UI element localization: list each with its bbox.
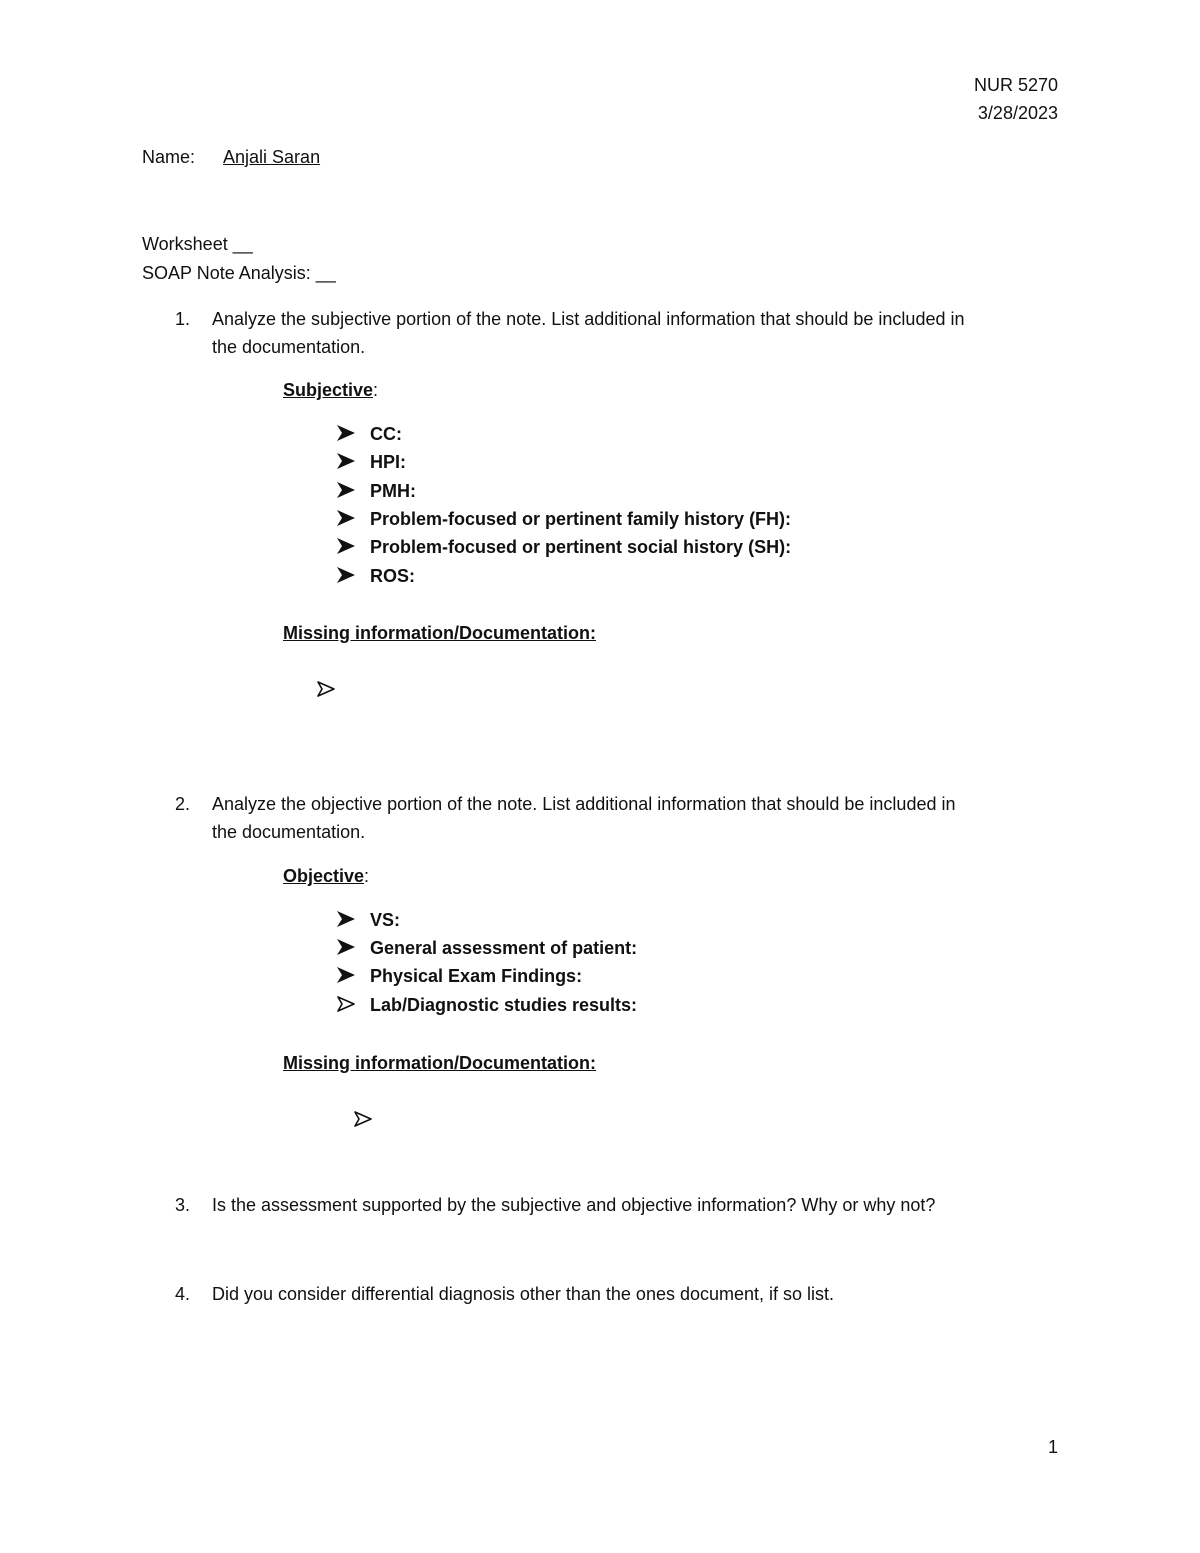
list-item: Physical Exam Findings: [336, 964, 582, 988]
arrow-bullet-icon [336, 566, 356, 584]
list-item: Problem-focused or pertinent family history (FH): [336, 507, 791, 531]
page-number: 1 [1047, 1437, 1058, 1457]
q1-missing-heading: Missing information/Documentation: [283, 623, 596, 643]
name-line [142, 145, 447, 169]
q2-number: 2. [174, 794, 190, 814]
q4-number: 4. [174, 1284, 190, 1304]
worksheet-label: Worksheet __ [142, 234, 253, 254]
q4-text: Did you consider differential diagnosis other than the ones document, if so list. [212, 1284, 835, 1304]
q1-text-line1: Analyze the subjective portion of the note. List additional information that should be included in [212, 309, 965, 329]
arrow-outline-bullet-icon [336, 995, 356, 1013]
course-code: NUR 5270 [973, 75, 1058, 95]
arrow-bullet-icon [336, 910, 356, 928]
q2-missing-heading: Missing information/Documentation: [283, 1053, 596, 1073]
arrow-outline-bullet-icon [316, 680, 336, 698]
q3-text: Is the assessment supported by the subjective and objective information? Why or why not? [212, 1195, 936, 1215]
q1-text-line2: the documentation. [212, 337, 366, 357]
list-item: General assessment of patient: [336, 936, 637, 960]
list-item: HPI: [336, 450, 406, 474]
arrow-bullet-icon [336, 452, 356, 470]
subjective-heading: Subjective: [283, 380, 379, 400]
q2-text-line1: Analyze the objective portion of the note. List additional information that should be included in [212, 794, 956, 814]
arrow-bullet-icon [336, 509, 356, 527]
name-value: Anjali Saran [223, 147, 321, 167]
q2-text-line2: the documentation. [212, 822, 366, 842]
q1-empty-bullet [316, 678, 350, 702]
arrow-outline-bullet-icon [353, 1110, 373, 1128]
list-item: ROS: [336, 564, 415, 588]
q2-empty-bullet [353, 1108, 387, 1132]
document-date: 3/28/2023 [977, 103, 1058, 123]
arrow-bullet-icon [336, 966, 356, 984]
list-item: Problem-focused or pertinent social history (SH): [336, 535, 791, 559]
objective-title: Objective [283, 866, 365, 886]
soap-label: SOAP Note Analysis: __ [142, 263, 336, 283]
list-item: VS: [336, 908, 400, 932]
name-label: Name: [142, 147, 196, 167]
q3-number: 3. [174, 1195, 190, 1215]
arrow-bullet-icon [336, 424, 356, 442]
subjective-title: Subjective [283, 380, 374, 400]
arrow-bullet-icon [336, 537, 356, 555]
list-item: PMH: [336, 479, 416, 503]
arrow-bullet-icon [336, 938, 356, 956]
objective-heading: Objective: [283, 866, 370, 886]
q1-number: 1. [174, 309, 190, 329]
list-item: Lab/Diagnostic studies results: [336, 993, 637, 1017]
arrow-bullet-icon [336, 481, 356, 499]
list-item: CC: [336, 422, 402, 446]
